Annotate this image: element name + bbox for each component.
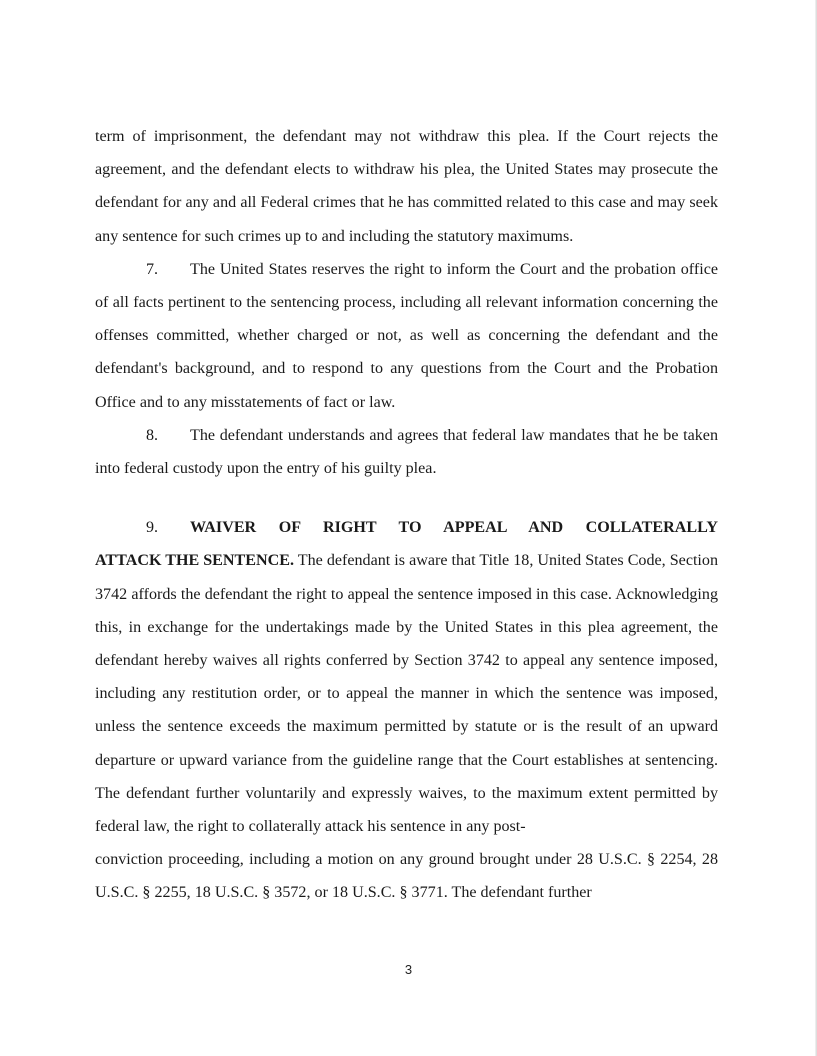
paragraph-9-text: The defendant is aware that Title 18, United States Code, Section 3742 affords the defendant the right to appeal the sentence imposed in this case. Acknowledging this, in exchange for the undertakings made by the United States in this plea agreement, the defendant hereby waives all rights conferred by Section 3742 to appeal any sentence imposed, including any restitution order, or to appeal the manner in which the sentence was imposed, unless the sentence exceeds the maximum permitted by statute or is the result of an upward departure or upward variance from the guideline range that the Court establishes at sentencing. The defendant further voluntarily and expressly waives, to the maximum extent permitted by federal law, the right to collaterally attack his sentence in any post-	[95, 552, 718, 836]
paragraph-7-text: The United States reserves the right to inform the Court and the probation office of all facts pertinent to the sentencing process, including all relevant information concerning the offenses committed, whether charged or not, as well as concerning the defendant and the defendant's background, and to respond to any questions from the Court and the Probation Office and to any misstatements of fact or law.	[95, 260, 718, 411]
paragraph-9-heading-line1: WAIVER OF RIGHT TO APPEAL AND COLLATERALLY	[190, 519, 718, 537]
paragraph-7	[95, 253, 718, 419]
paragraph-8-number: 8.	[146, 426, 159, 444]
paragraph-8	[95, 419, 718, 485]
paragraph-9-number: 9.	[146, 519, 159, 537]
page-number: 3	[404, 962, 413, 977]
paragraph-continuation: term of imprisonment, the defendant may not withdraw this plea. If the Court rejects the agreement, and the defendant elects to withdraw his plea, the United States may prosecute the defendant for any and all Federal crimes that he has committed related to this case and may seek any sentence for such crimes up to and including the statutory maximums.	[95, 128, 718, 245]
paragraph-7-number: 7.	[146, 260, 159, 278]
document-body	[95, 120, 718, 910]
paragraph-9	[95, 511, 718, 843]
paragraph-gap	[95, 485, 718, 511]
paragraph-8-text: The defendant understands and agrees that federal law mandates that he be taken into federal custody upon the entry of his guilty plea.	[95, 426, 718, 478]
paragraph-9-continuation: conviction proceeding, including a motion on any ground brought under 28 U.S.C. § 2254, 28 U.S.C. § 2255, 18 U.S.C. § 3572, or 18 U.S.C. § 3771. The defendant further	[95, 851, 718, 902]
paragraph-9-heading-line2: ATTACK THE SENTENCE.	[95, 552, 295, 570]
